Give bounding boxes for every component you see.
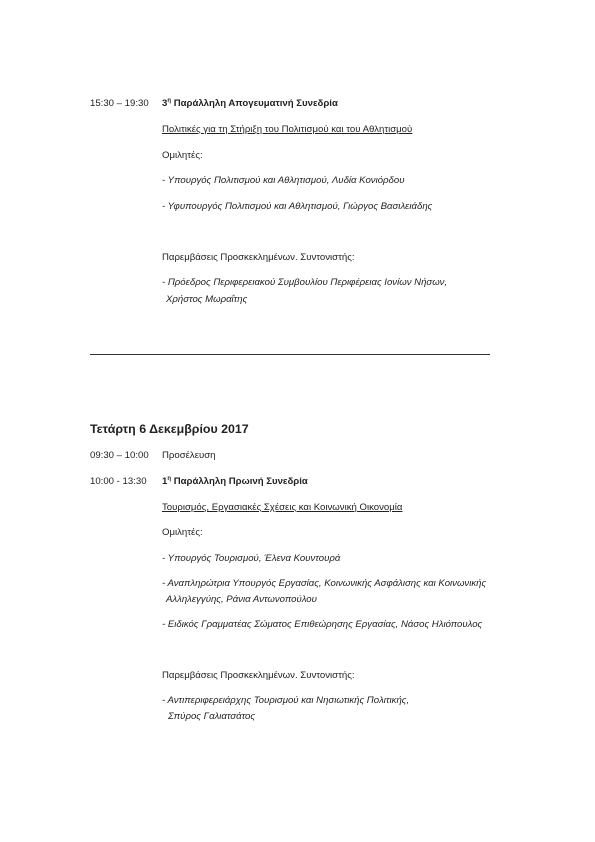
session2-moderator-line1: - Αντιπεριφερειάρχης Τουρισμού και Νησιωτικής Πολιτικής,	[162, 695, 410, 706]
session1-ordinal: η	[167, 97, 172, 104]
session2-speaker-2-line2: Αλληλεγγύης, Ράνια Αντωνοπούλου	[166, 594, 317, 605]
session2-interventions-label: Παρεμβάσεις Προσκεκλημένων. Συντονιστής:	[162, 670, 355, 681]
session2-speaker-3: - Ειδικός Γραμματέας Σώματος Επιθεώρησης Εργασίας, Νάσος Ηλιόπουλος	[162, 619, 483, 630]
arrival-label: Προσέλευση	[162, 450, 216, 461]
session1-speakers-label: Ομιλητές:	[162, 150, 203, 161]
session2-time: 10:00 - 13:30	[90, 476, 147, 487]
session1-moderator-line2: Χρήστος Μωραΐτης	[166, 294, 248, 305]
session2-ordinal: η	[167, 475, 172, 482]
session1-title: Παράλληλη Απογευματινή Συνεδρία	[173, 98, 338, 109]
session1-number: 3	[162, 98, 168, 109]
session1-interventions-label: Παρεμβάσεις Προσκεκλημένων. Συντονιστής:	[162, 252, 355, 263]
session1-moderator-line1: - Πρόεδρος Περιφερειακού Συμβουλίου Περιφέρειας Ιονίων Νήσων,	[162, 277, 448, 288]
session2-speaker-2-line1: - Αναπληρώτρια Υπουργός Εργασίας, Κοινωνικής Ασφάλισης και Κοινωνικής	[162, 578, 487, 589]
session1-heading	[162, 98, 338, 110]
session1-speaker-1: - Υπουργός Πολιτισμού και Αθλητισμού, Λυδία Κονιόρδου	[162, 175, 405, 186]
session2-number: 1	[162, 476, 168, 487]
session1-time: 15:30 – 19:30	[90, 98, 149, 109]
session1-speaker-2: - Υφυπουργός Πολιτισμού και Αθλητισμού, Γιώργος Βασιλειάδης	[162, 201, 433, 212]
day-heading: Τετάρτη 6 Δεκεμβρίου 2017	[90, 422, 249, 436]
session2-title: Παράλληλη Πρωινή Συνεδρία	[173, 476, 308, 487]
session2-speakers-label: Ομιλητές:	[162, 527, 203, 538]
session1-topic: Πολιτικές για τη Στήριξη του Πολιτισμού και του Αθλητισμού	[162, 124, 413, 135]
session2-topic: Τουρισμός, Εργασιακές Σχέσεις και Κοινωνική Οικονομία	[162, 502, 403, 513]
arrival-time: 09:30 – 10:00	[90, 450, 149, 461]
session2-moderator-line2: Σπύρος Γαλιατσάτος	[168, 711, 256, 722]
session2-heading	[162, 476, 308, 488]
session2-speaker-1: - Υπουργός Τουρισμού, Έλενα Κουντουρά	[162, 553, 341, 564]
section-divider	[90, 354, 490, 355]
